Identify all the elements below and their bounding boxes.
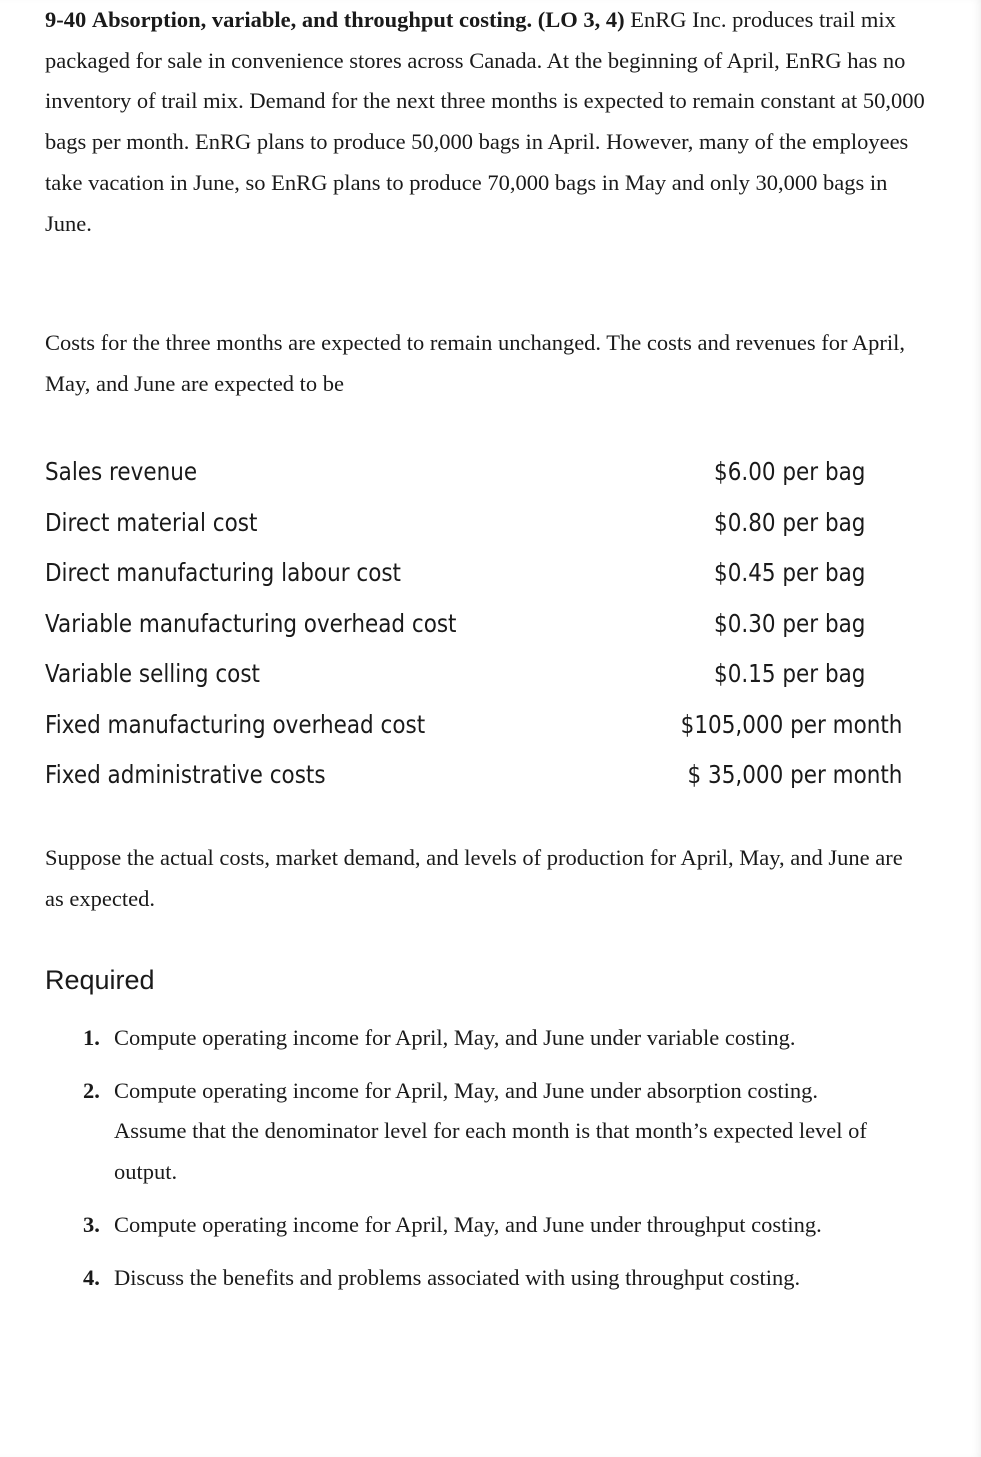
required-list [0,1018,981,1310]
required-item-number: 2. [83,1077,100,1103]
cost-value: $0.30 per bag [714,608,866,638]
required-item-number: 4. [83,1264,100,1290]
cost-table [45,452,903,790]
required-item-text: Discuss the benefits and problems associated with using throughput costing. [114,1264,801,1290]
cost-value: $0.15 per bag [714,659,866,688]
cost-row [45,503,902,554]
costs-intro-paragraph: Costs for the three months are expected to remain unchanged. The costs and revenues for April, May, and June are expected to be [45,330,905,396]
required-item [0,1258,884,1299]
required-item-text: Compute operating income for April, May, and June under absorption costing. Assume that the denominator level for each month is that month’s expected level of output. [114,1077,867,1185]
cost-label: Sales revenue [45,457,198,486]
cost-label: Direct material cost [45,507,258,537]
cost-row [45,654,902,705]
required-item [0,1205,884,1246]
suppose-paragraph: Suppose the actual costs, market demand, and levels of production for April, May, and June are as expected. [45,845,903,911]
cost-row [45,553,902,604]
cost-value: $6.00 per bag [714,457,866,486]
intro-paragraph [45,0,925,244]
cost-label: Variable selling cost [45,659,260,688]
problem-title: Absorption, variable, and throughput costing. (LO 3, 4) [91,7,625,32]
cost-value: $0.80 per bag [714,507,866,537]
cost-label: Direct manufacturing labour cost [45,558,401,587]
cost-label: Fixed administrative costs [45,760,326,789]
problem-number: 9-40 [45,7,87,32]
required-item-text: Compute operating income for April, May, and June under throughput costing. [114,1211,822,1237]
cost-value: $ 35,000 per month [687,760,903,789]
required-item-number: 1. [83,1025,100,1050]
required-item-number: 3. [83,1211,100,1237]
required-item-text: Compute operating income for April, May, and June under variable costing. [114,1025,796,1050]
required-heading: Required [45,965,155,995]
cost-label: Variable manufacturing overhead cost [45,608,457,638]
cost-row [45,705,902,756]
cost-value: $0.45 per bag [714,558,866,587]
cost-row [45,755,902,806]
cost-label: Fixed manufacturing overhead cost [45,709,426,739]
cost-value: $105,000 per month [680,709,903,739]
problem-intro-text: EnRG Inc. produces trail mix packaged for sale in convenience stores across Canada. At the beginning of April, EnRG has no inventory of trail mix. Demand for the next three months is expected to remain constant at 50,000 bags per month. EnRG plans to produce 50,000 bags in April. However, many of the employees take vacation in June, so EnRG plans to produce 70,000 bags in May and only 30,000 bags in June. [45,7,925,236]
cost-row [45,452,902,503]
required-item [0,1071,884,1193]
cost-row [45,604,902,655]
required-item [0,1018,884,1059]
